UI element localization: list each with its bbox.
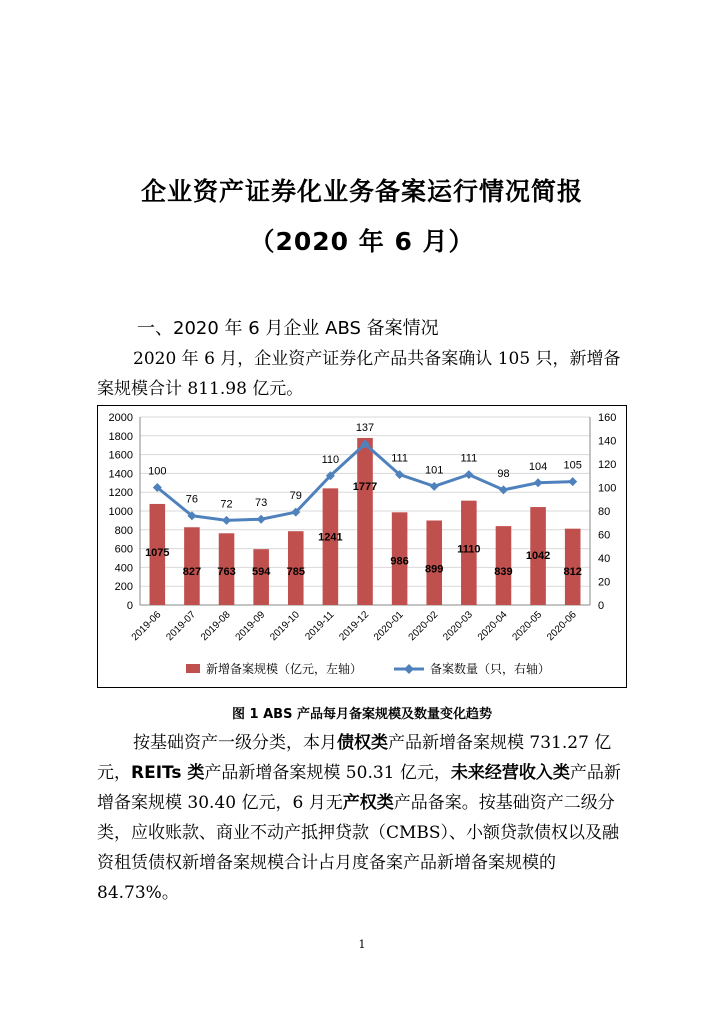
bar-value-label: 763 <box>217 566 236 578</box>
line-value-label: 100 <box>148 465 167 478</box>
bar-value-label: 594 <box>251 566 271 578</box>
line-point <box>430 482 439 491</box>
bar-value-label: 785 <box>286 566 305 578</box>
line-value-label: 111 <box>391 452 408 465</box>
body-text-part: 产品新增备案规模 30.40 亿元，6 月无 <box>97 763 621 813</box>
line-value-label: 101 <box>425 464 444 477</box>
keyword-property: 产权类 <box>342 793 394 813</box>
left-axis-tick-label: 1200 <box>108 487 133 500</box>
left-axis-tick-label: 1800 <box>108 430 133 443</box>
line-point <box>534 478 543 487</box>
line-value-label: 98 <box>497 467 510 480</box>
right-axis-tick-label: 80 <box>598 506 611 518</box>
line-value-label: 76 <box>185 493 199 506</box>
line-value-label: 111 <box>460 452 478 465</box>
x-tick-label: 2019-07 <box>164 609 199 644</box>
keyword-debt: 债权类 <box>337 733 388 753</box>
bar <box>323 488 339 605</box>
line-point <box>222 516 231 525</box>
body-text <box>97 728 629 908</box>
abs-monthly-chart <box>98 406 626 687</box>
bar-value-label: 899 <box>425 563 444 576</box>
bar-value-label: 827 <box>182 566 202 578</box>
x-tick-label: 2020-01 <box>372 609 406 644</box>
body-text-part: 产品新增备案规模 50.31 亿元， <box>204 763 451 783</box>
bar-value-label: 1042 <box>525 550 551 563</box>
left-axis-tick-label: 200 <box>114 581 133 594</box>
x-tick-label: 2020-04 <box>475 609 510 644</box>
section-heading: 一、2020 年 6 月企业 ABS 备案情况 <box>137 318 439 339</box>
legend-bar-swatch <box>186 664 200 673</box>
x-tick-label: 2020-03 <box>441 609 475 644</box>
left-axis-tick-label: 2000 <box>108 412 133 424</box>
body-text-part: 按基础资产二级分类，应收账款、商业不动产抵押贷款（CMBS）、小额贷款债权以及融资租赁债权新增备案规模合计占月度备案产品新增备案规模的 84.73%。 <box>97 793 620 903</box>
keyword-reits: REITs 类 <box>131 763 205 783</box>
line-value-label: 104 <box>528 460 548 473</box>
legend-bar-label: 新增备案规模（亿元，左轴） <box>206 662 363 676</box>
bar-value-label: 812 <box>563 566 582 578</box>
document-title-line2: （2020 年 6 月） <box>249 227 475 256</box>
bar-value-label: 839 <box>494 566 513 578</box>
bar-value-label: 986 <box>390 555 409 568</box>
right-axis-tick-label: 20 <box>598 576 611 589</box>
right-axis-tick-label: 120 <box>598 459 617 471</box>
x-tick-label: 2020-05 <box>510 609 545 644</box>
x-tick-label: 2020-02 <box>406 609 441 644</box>
line-point <box>257 515 266 524</box>
right-axis-tick-label: 60 <box>598 529 611 542</box>
line-point <box>499 485 508 494</box>
page-number: 1 <box>358 938 366 951</box>
body-paragraph <box>97 728 629 908</box>
x-tick-label: 2019-08 <box>198 609 233 644</box>
left-axis-tick-label: 800 <box>114 524 133 537</box>
x-tick-label: 2019-11 <box>303 609 337 643</box>
bar-value-label: 1075 <box>145 546 170 559</box>
figure-caption: 图 1 ABS 产品每月备案规模及数量变化趋势 <box>232 707 492 722</box>
intro-paragraph <box>97 344 629 404</box>
body-text-part: 产品新增备案规模 731.27 亿元， <box>97 733 612 783</box>
body-text-part: 按基础资产一级分类，本月 <box>133 733 337 753</box>
line-point <box>464 470 473 479</box>
x-tick-label: 2019-06 <box>129 609 164 644</box>
bar <box>357 438 373 605</box>
line-value-label: 105 <box>563 459 582 472</box>
left-axis-tick-label: 1600 <box>108 449 133 462</box>
right-axis-tick-label: 40 <box>598 553 611 565</box>
right-axis-tick-label: 100 <box>598 482 617 495</box>
legend-line-marker <box>404 664 414 674</box>
body-text-part: 产品备案。 <box>393 793 479 813</box>
left-axis-tick-label: 0 <box>126 600 133 612</box>
x-tick-label: 2019-09 <box>233 609 268 644</box>
left-axis-tick-label: 1000 <box>108 506 133 518</box>
bar-value-label: 1777 <box>352 480 378 493</box>
x-tick-label: 2020-06 <box>545 609 579 644</box>
legend-line-label: 备案数量（只，右轴） <box>430 662 551 676</box>
line-value-label: 73 <box>255 497 268 510</box>
line-value-label: 79 <box>289 490 302 503</box>
intro-text: 2020 年 6 月，企业资产证券化产品共备案确认 105 只，新增备案规模合计 811.98 亿元。 <box>97 349 621 399</box>
line-value-label: 110 <box>321 453 340 466</box>
bar-value-label: 1110 <box>457 543 481 556</box>
x-tick-label: 2019-10 <box>268 609 302 644</box>
left-axis-tick-label: 400 <box>114 562 133 575</box>
right-axis-tick-label: 0 <box>598 600 605 612</box>
chart-frame <box>97 405 627 688</box>
right-axis-tick-label: 140 <box>598 435 617 448</box>
line-point <box>568 477 577 486</box>
bar-value-label: 1241 <box>318 531 343 544</box>
line-value-label: 72 <box>220 498 233 511</box>
right-axis-tick-label: 160 <box>598 412 617 424</box>
line-value-label: 137 <box>355 422 375 435</box>
document-title-line1: 企业资产证券化业务备案运行情况简报 <box>140 177 583 206</box>
keyword-future-revenue: 未来经营收入类 <box>450 763 570 783</box>
left-axis-tick-label: 600 <box>114 543 133 556</box>
left-axis-tick-label: 1400 <box>108 468 133 481</box>
x-tick-label: 2019-12 <box>337 609 372 644</box>
